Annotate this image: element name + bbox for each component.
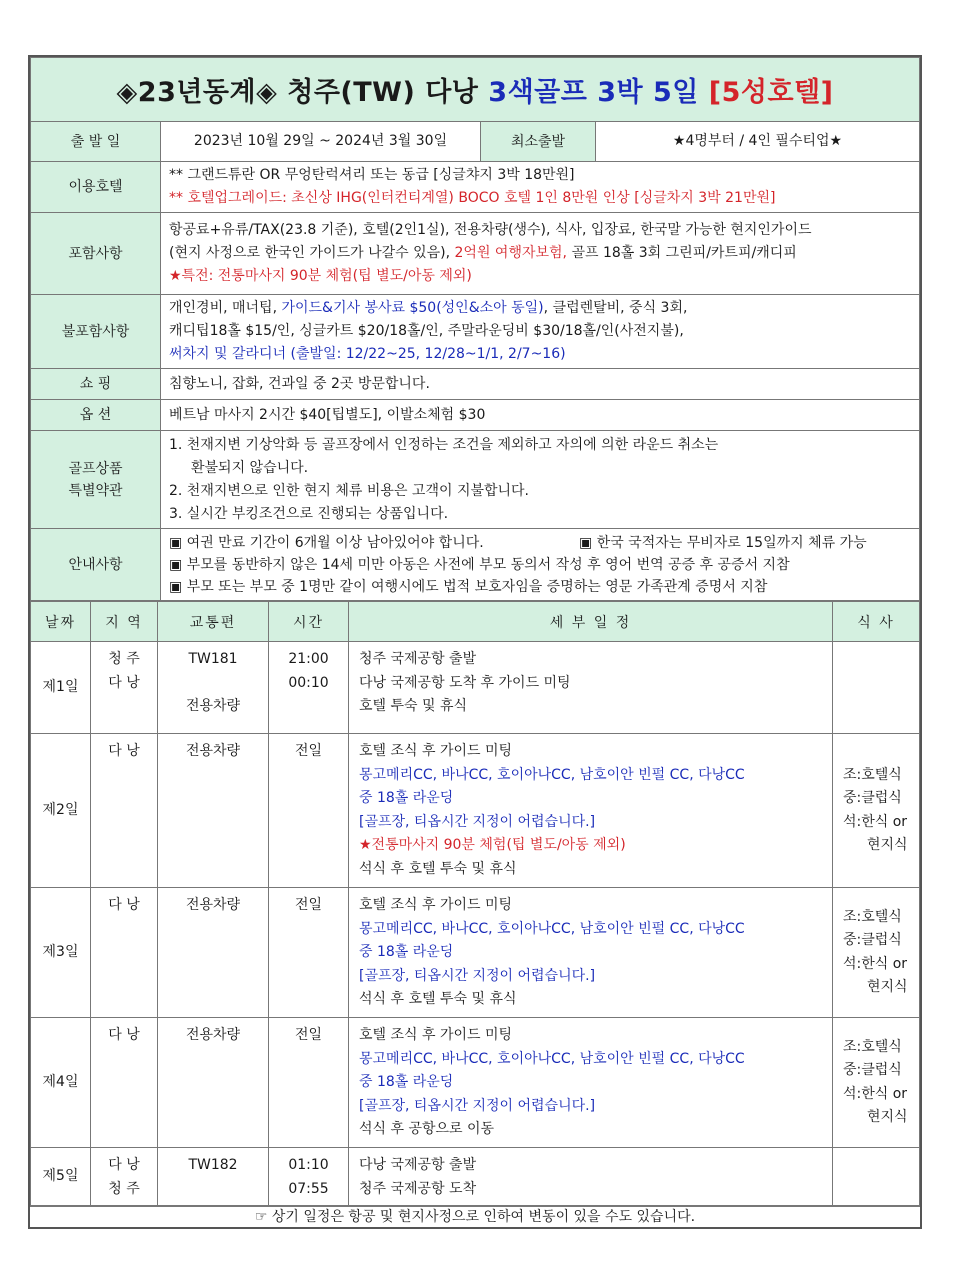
time-line: 01:10 bbox=[288, 1157, 329, 1173]
col-detail: 세 부 일 정 bbox=[349, 602, 833, 642]
title-hotel-tag: [5성호텔] bbox=[708, 77, 834, 108]
title-prefix: ◈23년동계◈ 청주(TW) 다낭 bbox=[116, 77, 489, 108]
col-region: 지 역 bbox=[91, 602, 158, 642]
terms-clause-2: 2. 천재지변으로 인한 현지 체류 비용은 고객이 지불합니다. bbox=[169, 482, 530, 499]
meal-dinner: 석:한식 or bbox=[843, 955, 908, 972]
footer-note: ☞ 상기 일정은 항공 및 현지사정으로 인하여 변동이 있을 수도 있습니다. bbox=[30, 1206, 920, 1227]
transport-line bbox=[159, 672, 267, 696]
col-time: 시간 bbox=[269, 602, 349, 642]
shopping-label: 쇼 핑 bbox=[31, 369, 161, 400]
day-row bbox=[31, 734, 920, 888]
hotel-label: 이용호텔 bbox=[31, 162, 161, 213]
included-label: 포함사항 bbox=[31, 213, 161, 295]
day-meal bbox=[833, 1148, 920, 1206]
golf-courses: 몽고메리CC, 바나CC, 호이아나CC, 남호이안 빈펄 CC, 다낭CC bbox=[359, 1050, 745, 1067]
golf-rounds: 중 18홀 라운딩 bbox=[359, 1074, 454, 1090]
day-label: 제2일 bbox=[31, 734, 91, 888]
golf-courses: 몽고메리CC, 바나CC, 호이아나CC, 남호이안 빈펄 CC, 다낭CC bbox=[359, 920, 745, 937]
terms-clause-3: 3. 실시간 부킹조건으로 진행되는 상품입니다. bbox=[169, 505, 449, 522]
terms-label-1: 골프상품 bbox=[68, 460, 123, 477]
shopping-value: 침향노니, 잡화, 건과일 중 2곳 방문합니다. bbox=[161, 369, 920, 400]
day-schedule bbox=[349, 888, 833, 1018]
day-row bbox=[31, 642, 920, 734]
included-line-2c: 골프 18홀 3회 그린피/카트피/캐디피 bbox=[567, 245, 797, 261]
tee-time-note: [골프장, 티옵시간 지정이 어렵습니다.] bbox=[359, 813, 596, 830]
included-line-1: 항공료+유류/TAX(23.8 기준), 호텔(2인1실), 전용차량(생수), 식사, 입장료, 한국말 가능한 현지인가이드 bbox=[169, 222, 812, 238]
time-line: 00:10 bbox=[288, 674, 329, 691]
tee-time-note: [골프장, 티옵시간 지정이 어렵습니다.] bbox=[359, 1097, 596, 1114]
notice-passport: ▣ 여권 만료 기간이 6개월 이상 남아있어야 합니다. bbox=[169, 534, 484, 551]
day-time: 전일 bbox=[269, 888, 349, 1018]
terms-clause-1: 1. 천재지변 기상악화 등 골프장에서 인정하는 조건을 제외하고 자의에 의한 라운드 취소는 bbox=[169, 436, 719, 453]
meal-lunch: 중:클럽식 bbox=[843, 790, 902, 806]
region-line: 청 주 bbox=[108, 651, 140, 667]
schedule-line: 호텔 조식 후 가이드 미팅 bbox=[359, 897, 513, 913]
day-time: 전일 bbox=[269, 1018, 349, 1148]
day-meal bbox=[833, 1018, 920, 1148]
terms-label-2: 특별약관 bbox=[68, 482, 123, 499]
included-value bbox=[161, 213, 920, 295]
day-label: 제5일 bbox=[31, 1148, 91, 1206]
day-row bbox=[31, 1018, 920, 1148]
notice-visa: ▣ 한국 국적자는 무비자로 15일까지 체류 가능 bbox=[579, 534, 867, 551]
schedule-line: 청주 국제공항 도착 bbox=[359, 1180, 477, 1197]
departure-value: 2023년 10월 29일 ~ 2024년 3월 30일 bbox=[161, 122, 481, 162]
col-transport: 교통편 bbox=[158, 602, 269, 642]
schedule-line: 석식 후 공항으로 이동 bbox=[359, 1121, 495, 1137]
day-transport: 전용차량 bbox=[158, 734, 269, 888]
day-region bbox=[91, 1148, 158, 1206]
schedule-line: 다낭 국제공항 출발 bbox=[359, 1157, 477, 1173]
included-line-2a: (현지 사정으로 한국인 가이드가 나갈수 있음), bbox=[169, 245, 455, 261]
col-date: 날짜 bbox=[31, 602, 91, 642]
meal-breakfast: 조:호텔식 bbox=[843, 1038, 902, 1055]
title-highlight: 3색골프 3박 5일 bbox=[488, 77, 709, 108]
region-line: 청 주 bbox=[108, 1180, 140, 1197]
excluded-surcharge: 써차지 및 갈라디너 (출발일: 12/22~25, 12/28~1/1, 2/7~16) bbox=[169, 346, 566, 362]
notice-value bbox=[161, 529, 920, 601]
meal-lunch: 중:클럽식 bbox=[843, 1062, 902, 1078]
page-title bbox=[31, 58, 920, 122]
notice-family: ▣ 부모 또는 부모 중 1명만 같이 여행시에도 법적 보호자임을 증명하는 영문 가족관계 증명서 지참 bbox=[169, 578, 768, 595]
day-meal bbox=[833, 642, 920, 734]
excluded-line-1 bbox=[169, 297, 911, 320]
min-departure-label: 최소출발 bbox=[481, 122, 596, 162]
schedule-line: 호텔 투숙 및 휴식 bbox=[359, 698, 468, 714]
time-line: 07:55 bbox=[288, 1180, 329, 1197]
schedule-line: 석식 후 호텔 투숙 및 휴식 bbox=[359, 991, 517, 1007]
schedule-line: 석식 후 호텔 투숙 및 휴식 bbox=[359, 860, 517, 877]
notice-row-1 bbox=[169, 532, 911, 554]
meal-breakfast: 조:호텔식 bbox=[843, 766, 902, 783]
hotel-value bbox=[161, 162, 920, 213]
included-line-2 bbox=[169, 242, 911, 265]
meal-dinner-alt: 현지식 bbox=[867, 979, 908, 995]
transport-line: 전용차량 bbox=[185, 698, 241, 714]
terms-clause-1-cont: 환불되지 않습니다. bbox=[191, 459, 309, 476]
day-schedule bbox=[349, 734, 833, 888]
day-schedule bbox=[349, 1148, 833, 1206]
option-value: 베트남 마사지 2시간 $40[팁별도], 이발소체험 $30 bbox=[161, 400, 920, 431]
itinerary-document bbox=[28, 55, 922, 1229]
day-time bbox=[269, 642, 349, 734]
min-departure-value: ★4명부터 / 4인 필수티업★ bbox=[596, 122, 920, 162]
schedule-line: 호텔 조식 후 가이드 미팅 bbox=[359, 1027, 513, 1043]
day-schedule bbox=[349, 642, 833, 734]
col-meal: 식 사 bbox=[833, 602, 920, 642]
golf-courses: 몽고메리CC, 바나CC, 호이아나CC, 남호이안 빈펄 CC, 다낭CC bbox=[359, 766, 745, 783]
meal-dinner: 석:한식 or bbox=[843, 813, 908, 830]
day-row bbox=[31, 888, 920, 1018]
excluded-line-2: 캐디팁18홀 $15/인, 싱글카트 $20/18홀/인, 주말라운딩비 $30/18홀/인(사전지불), bbox=[169, 323, 684, 339]
meal-breakfast: 조:호텔식 bbox=[843, 908, 902, 925]
day-meal bbox=[833, 888, 920, 1018]
day-label: 제1일 bbox=[31, 642, 91, 734]
included-insurance: 2억원 여행자보험, bbox=[454, 245, 567, 261]
excluded-line-1a: 개인경비, 매너팁, bbox=[169, 300, 282, 316]
terms-value bbox=[161, 431, 920, 529]
schedule-line: 다낭 국제공항 도착 후 가이드 미팅 bbox=[359, 674, 571, 691]
day-schedule bbox=[349, 1018, 833, 1148]
schedule-line: 청주 국제공항 출발 bbox=[359, 651, 477, 667]
excluded-line-1c: , 클럽렌탈비, 중식 3회, bbox=[543, 300, 688, 316]
info-table bbox=[30, 57, 920, 601]
excluded-value bbox=[161, 295, 920, 369]
transport-line: TW181 bbox=[188, 651, 238, 667]
time-line: 21:00 bbox=[288, 651, 329, 667]
schedule-header-row bbox=[31, 602, 920, 642]
excluded-label: 불포함사항 bbox=[31, 295, 161, 369]
day-label: 제4일 bbox=[31, 1018, 91, 1148]
hotel-line-2: ** 호텔업그레이드: 초신상 IHG(인터컨티계열) BOCO 호텔 1인 8만원 인상 [싱글차지 3박 21만원] bbox=[169, 190, 776, 206]
terms-label bbox=[31, 431, 161, 529]
meal-lunch: 중:클럽식 bbox=[843, 932, 902, 948]
schedule-line: 호텔 조식 후 가이드 미팅 bbox=[359, 743, 513, 759]
day-transport bbox=[158, 642, 269, 734]
excluded-guide-fee: 가이드&기사 봉사료 $50(성인&소아 동일) bbox=[281, 300, 544, 316]
region-line: 다 낭 bbox=[108, 1157, 140, 1173]
included-special: ★특전: 전통마사지 90분 체험(팁 별도/아동 제외) bbox=[169, 268, 472, 284]
region-line: 다 낭 bbox=[108, 674, 140, 691]
tee-time-note: [골프장, 티옵시간 지정이 어렵습니다.] bbox=[359, 967, 596, 984]
day-region: 다 낭 bbox=[91, 1018, 158, 1148]
meal-dinner-alt: 현지식 bbox=[867, 837, 908, 853]
day-time bbox=[269, 1148, 349, 1206]
departure-label: 출 발 일 bbox=[31, 122, 161, 162]
golf-rounds: 중 18홀 라운딩 bbox=[359, 790, 454, 806]
day-label: 제3일 bbox=[31, 888, 91, 1018]
massage-special: ★전통마사지 90분 체험(팁 별도/아동 제외) bbox=[359, 837, 626, 853]
day-transport: 전용차량 bbox=[158, 1018, 269, 1148]
option-label: 옵 션 bbox=[31, 400, 161, 431]
day-meal bbox=[833, 734, 920, 888]
day-row bbox=[31, 1148, 920, 1206]
day-transport: 전용차량 bbox=[158, 888, 269, 1018]
hotel-line-1: ** 그랜드튜란 OR 무엉탄럭셔리 또는 동급 [싱글챠지 3박 18만원] bbox=[169, 167, 575, 183]
meal-dinner-alt: 현지식 bbox=[867, 1109, 908, 1125]
day-region bbox=[91, 642, 158, 734]
notice-minor: ▣ 부모를 동반하지 않은 14세 미만 아동은 사전에 부모 동의서 작성 후 영어 번역 공증 후 공증서 지참 bbox=[169, 556, 790, 573]
day-time: 전일 bbox=[269, 734, 349, 888]
golf-rounds: 중 18홀 라운딩 bbox=[359, 944, 454, 960]
notice-label: 안내사항 bbox=[31, 529, 161, 601]
meal-dinner: 석:한식 or bbox=[843, 1085, 908, 1102]
day-region: 다 낭 bbox=[91, 734, 158, 888]
day-transport: TW182 bbox=[158, 1148, 269, 1206]
day-region: 다 낭 bbox=[91, 888, 158, 1018]
schedule-table bbox=[30, 601, 920, 1206]
